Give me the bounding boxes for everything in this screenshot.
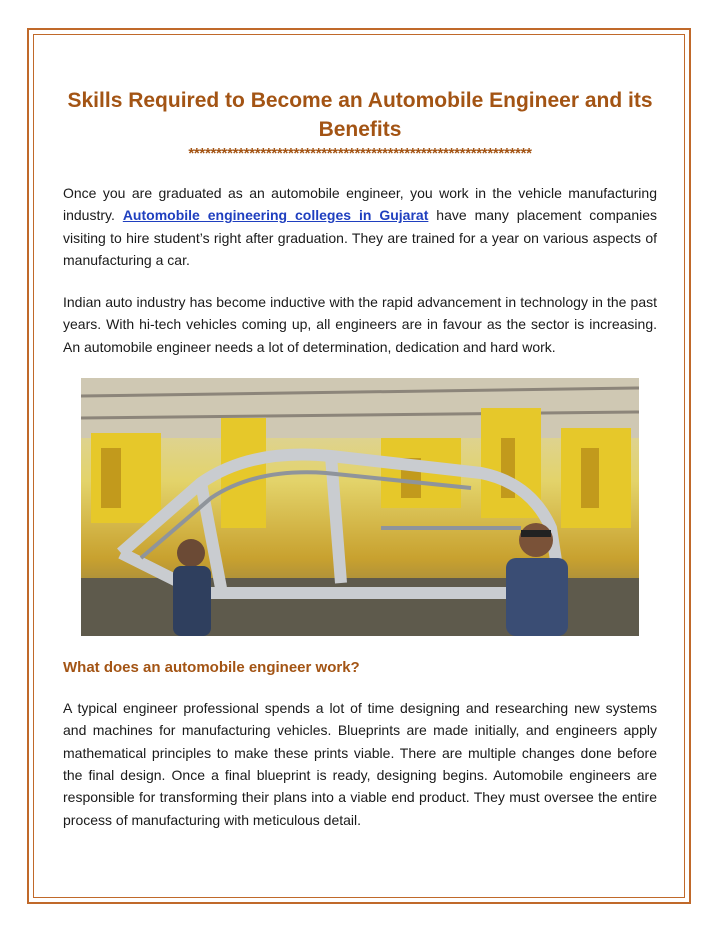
document-title: Skills Required to Become an Automobile Engineer and its Benefits — [67, 89, 653, 141]
assembly-line-photo — [81, 378, 639, 636]
intro-text-start: Once you are graduated as an automobile engineer, you work in the vehicle manufacturing industry. — [63, 185, 657, 224]
document-body — [63, 86, 657, 831]
industry-paragraph: Indian auto industry has become inductive with the rapid advancement in technology in the past years. With hi-tech vehicles coming up, all engineers are in favour as the sector is increasing. An automobile engineer needs a lot of determination, dedication and hard work. — [63, 294, 657, 355]
assembly-line-illustration — [81, 378, 639, 636]
intro-paragraph — [63, 182, 657, 271]
intro-text-end: have many placement companies visiting to hire student’s right after graduation. They are trained for a year on various aspects of manufacturing a car. — [63, 207, 657, 268]
worker-left-figure — [173, 539, 211, 636]
engineer-work-paragraph: A typical engineer professional spends a lot of time designing and researching new systems and machines for manufacturing vehicles. Blueprints are made initially, and engineers apply mathematical principles to make these prints viable. There are multiple changes done before the final design. Once a final blueprint is ready, designing begins. Automobile engineers are responsible for transforming their plans into a viable end product. They must oversee the entire process of manufacturing with meticulous detail. — [63, 700, 657, 828]
gujarat-colleges-link[interactable]: Automobile engineering colleges in Gujarat — [122, 207, 429, 224]
title-divider: ************************************************************** — [188, 146, 532, 162]
section-heading: What does an automobile engineer work? — [63, 659, 360, 677]
